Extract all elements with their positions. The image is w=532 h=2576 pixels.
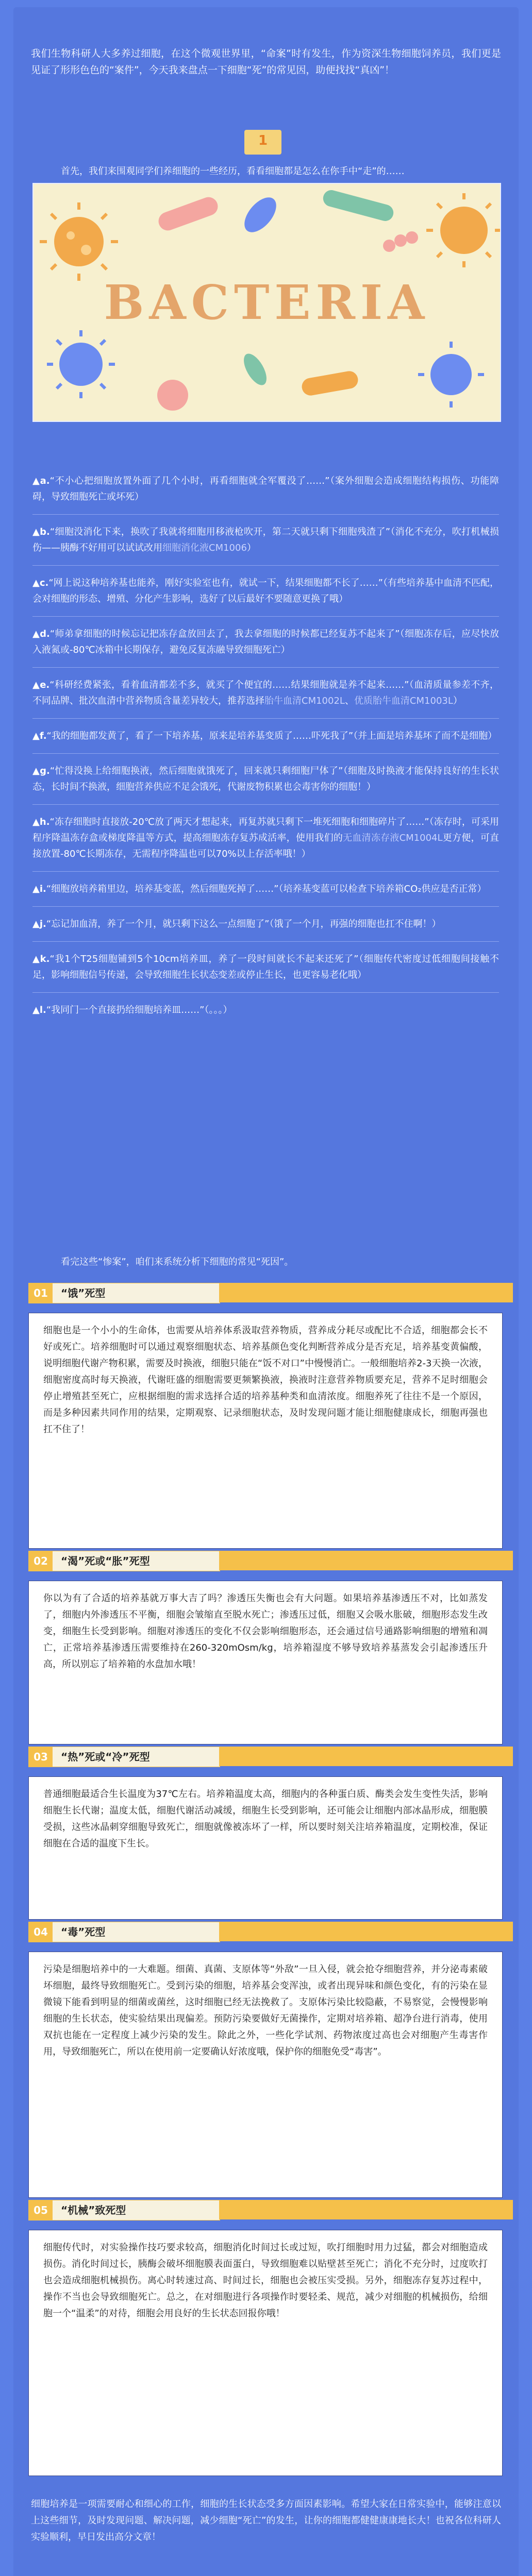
section-text: 污染是细胞培养中的一大难题。细菌、真菌、支原体等“外敌”一旦入侵，就会抢夺细胞营养，并分泌毒素破坏细胞，最终导致细胞死亡。受到污染的细胞，培养基会变浑浊，或者出现异味和颜色变化，有的污染在显微镜下能看到明显的细菌或菌丝，这时细胞已经无法挽救了。支原体污染比较隐蔽，不易察觉，会慢慢影响细胞的生长状态，使实验结果出现偏差。预防污染要做好无菌操作，定期对培养箱、超净台进行消毒，使用双抗也能在一定程度上减少污染的发生。除此之外，一些化学试剂、药物浓度过高也会对细胞产生毒害作用，导致细胞死亡，所以在使用前一定要确认好浓度哦，保护你的细胞免受“毒害”。 [43,1964,488,2057]
section-title: “饿”死型 [61,1287,106,1299]
section-body [28,1776,503,1920]
section-title: “渴”死或“胀”死型 [61,1555,150,1567]
orange-rod-bacteria-icon [301,370,359,397]
blue-rod-bacteria-icon [238,192,282,238]
section-number: 05 [29,2200,53,2220]
section-body [28,1581,503,1744]
divider [32,941,499,942]
section-header-bar [219,1747,513,1766]
section-text: 细胞传代时，对实验操作技巧要求较高，细胞消化时间过长或过短，吹打细胞时用力过猛，都会对细胞造成损伤。消化时间过长，胰酶会破坏细胞膜表面蛋白，导致细胞难以贴壁甚至死亡；消化不充分时，过度吹打也会造成细胞机械损伤。离心时转速过高、时间过长，细胞也会被压实受损。另外，细胞冻存复苏过程中，操作不当也会导致细胞死亡。总之，在对细胞进行各项操作时要轻柔、规范，减少对细胞的机械损伤，给细胞一个“温柔”的对待，细胞会用良好的生长状态回报你哦！ [43,2242,488,2319]
bacteria-illustration [32,183,501,422]
section-number: 01 [29,1283,53,1303]
section-number: 04 [29,1922,53,1942]
section-body [28,1313,503,1549]
divider [32,616,499,617]
pink-virus-icon [157,380,188,411]
section-number: 02 [29,1551,53,1571]
pink-rod-bacteria-icon [156,195,220,233]
section-number: 03 [29,1747,53,1767]
section-header [28,1747,220,1767]
list-item: ▲d.“师弟拿细胞的时候忘记把冻存盒放回去了，我去拿细胞的时候都已经复苏不起来了”（细胞冻存后，应尽快放入液氮或-80℃冰箱中长期保存，避免反复冻融导致细胞死亡） [32,629,499,655]
orange-virus-icon [426,193,500,267]
list-item: ▲f.“我的细胞都发黄了，看了一下培养基，原来是培养基变质了……吓死我了”（并上面是培养基坏了而不是细胞） [32,731,497,741]
section-title: “毒”死型 [61,1926,106,1938]
closing-paragraph: 细胞培养是一项需要耐心和细心的工作，细胞的生长状态受多方面因素影响。希望大家在日常实验中，能够注意以上这些细节，及时发现问题、解决问题，减少细胞“死亡”的发生，让你的细胞都健健康康地长大！也祝各位科研人实验顺利，早日发出高分文章！ [31,2499,501,2543]
divider [32,753,499,754]
divider [32,871,499,872]
divider [32,667,499,668]
section-header-bar [219,1283,513,1302]
blue-virus-icon [47,330,115,398]
list-item: ▲i.“细胞放培养箱里边，培养基变蓝，然后细胞死掉了……”（培养基变蓝可以检查下培养箱CO₂供应是否正常） [32,884,487,894]
section-body [28,2230,503,2476]
lead-text: 首先，我们来围观同学们养细胞的一些经历，看看细胞都是怎么在你手中“走”的…… [61,166,405,177]
section-header-bar [219,1551,513,1570]
section-title: “热”死或“冷”死型 [61,1751,150,1763]
section-header-bar [219,1922,513,1941]
list-item: ▲l.“我同门一个直接扔给细胞培养皿……”（。。。） [32,1005,232,1015]
list-item: ▲g.“忙得没换上给细胞换液，然后细胞就饿死了，回来就只剩细胞尸体了”（细胞及时换液才能保持良好的生长状态，长时间不换液，细胞营养供应不足会饿死，代谢废物积累也会毒害你的细胞！） [32,766,499,792]
list-item: ▲k.“我1个T25细胞铺到5个10cm培养皿，养了一段时间就长不起来还死了”（细胞传代密度过低细胞间接触不足，影响细胞信号传递，会导致细胞生长状态变差或停止生长，也更容易老化哦） [32,954,500,980]
hero-title: BACTERIA [104,275,430,330]
divider [32,992,499,993]
divider [32,906,499,907]
list-item: ▲a.“不小心把细胞放置外面了几个小时，再看细胞就全军覆没了……”（案外细胞会造成细胞结构损伤、功能障碍，导致细胞死亡或坏死） [32,476,500,502]
green-rod-bacteria-icon [321,188,395,223]
transition-text: 看完这些“惨案”，咱们来系统分析下细胞的常见“死因”。 [61,1257,294,1267]
divider [32,718,499,719]
list-item: ▲b.“细胞没消化下来，换吹了我就将细胞用移液枪吹开，第二天就只剩下细胞残渣了”（消化不充分，吹打机械损伤——胰酶不好用可以试试改用细胞消化液CM1006） [32,527,499,553]
section-number-badge [244,130,281,155]
section-text: 细胞也是一个小小的生命体，也需要从培养体系汲取营养物质，营养成分耗尽或配比不合适，细胞都会长不好或死亡。培养细胞时可以通过观察细胞状态、培养基颜色变化判断营养成分是否充足，培养基变黄偏酸，说明细胞代谢产物积累，需要及时换液，细胞只能在“饭不对口”中慢慢消亡。一般细胞培养2-3天换一次液，细胞密度高时每天换液，代谢旺盛的细胞需要更频繁换液，换液时注意营养物质要充足，营养不足时细胞会停止增殖甚至死亡，应根据细胞的需求选择合适的培养基种类和血清浓度。细胞养死了往往不是一个原因，而是多种因素共同作用的结果，定期观察、记录细胞状态，及时发现问题才能让细胞健康成长，细胞再强也扛不住了！ [43,1325,488,1435]
section-body [28,1952,503,2198]
divider [32,565,499,566]
section-header [28,1922,220,1942]
orange-virus-icon [40,202,118,281]
intro-paragraph: 我们生物科研人大多养过细胞，在这个微观世界里，“命案”时有发生，作为资深生物细胞饲养员，我们更是见证了形形色色的“案件”，今天我来盘点一下细胞“死”的常见因，助便找找“真凶”！ [31,48,501,76]
section-header [28,1283,220,1303]
divider [32,804,499,805]
list-item: ▲h.“冻存细胞时直接放-20℃放了两天才想起来，再复苏就只剩下一堆死细胞和细胞碎片了……”（冻存时，可采用程序降温冻存盒或梯度降温等方式，提高细胞冻存复苏成活率，使用我们的无血清冻存液CM1004L更方便，可直接放置-80℃长期冻存，无需程序降温也可以70%以上存活率哦！） [32,817,500,859]
section-title: “机械”致死型 [61,2204,126,2216]
list-item: ▲j.“忘记加血清，养了一个月，就只剩下这么一点细胞了”（饿了一个月，再强的细胞也扛不住啊！） [32,919,441,929]
section-header [28,1551,220,1571]
case-list [32,473,499,1027]
divider [32,514,499,515]
section-text: 你以为有了合适的培养基就万事大吉了吗？渗透压失衡也会有大问题。如果培养基渗透压不对，比如蒸发了，细胞内外渗透压不平衡，细胞会皱缩直至脱水死亡；渗透压过低，细胞又会吸水胀破，细胞形态发生改变，细胞生长受到影响。细胞对渗透压的变化不仅会影响细胞形态，还会通过信号通路影响细胞的增殖和凋亡，正常培养基渗透压需要维持在260-320mOsm/kg，培养箱湿度不够导致培养基蒸发会引起渗透压升高，所以别忘了培养箱的水盘加水哦！ [43,1593,488,1670]
list-item: ▲c.“网上说这种培养基也能养，刚好实验室也有，就试一下，结果细胞都不长了……”（有些培养基中血清不匹配，会对细胞的形态、增殖、分化产生影响，选好了以后最好不要随意更换了哦） [32,578,500,604]
badge-number: 1 [258,133,268,148]
section-text: 普通细胞最适合生长温度为37℃左右。培养箱温度太高，细胞内的各种蛋白质、酶类会发生变性失活，影响细胞生长代谢；温度太低，细胞代谢活动减缓，细胞生长受到影响，还可能会让细胞内部冰晶形成，细胞膜受损，这些冰晶刺穿细胞导致死亡，细胞就像被冻坏了一样，所以要时刻关注培养箱温度，定期校准，保证细胞在合适的温度下生长。 [43,1789,488,1849]
list-item: ▲e.“科研经费紧张，看着血清都差不多，就买了个便宜的……结果细胞就是养不起来……”（血清质量参差不齐，不同品牌、批次血清中营养物质含量差异较大，推荐选择胎牛血清CM1002L、优质胎牛血清CM1003L） [32,680,499,706]
blue-virus-icon [418,342,484,408]
section-header [28,2200,220,2221]
green-bacteria-icon [239,350,271,389]
section-header-bar [219,2200,513,2219]
